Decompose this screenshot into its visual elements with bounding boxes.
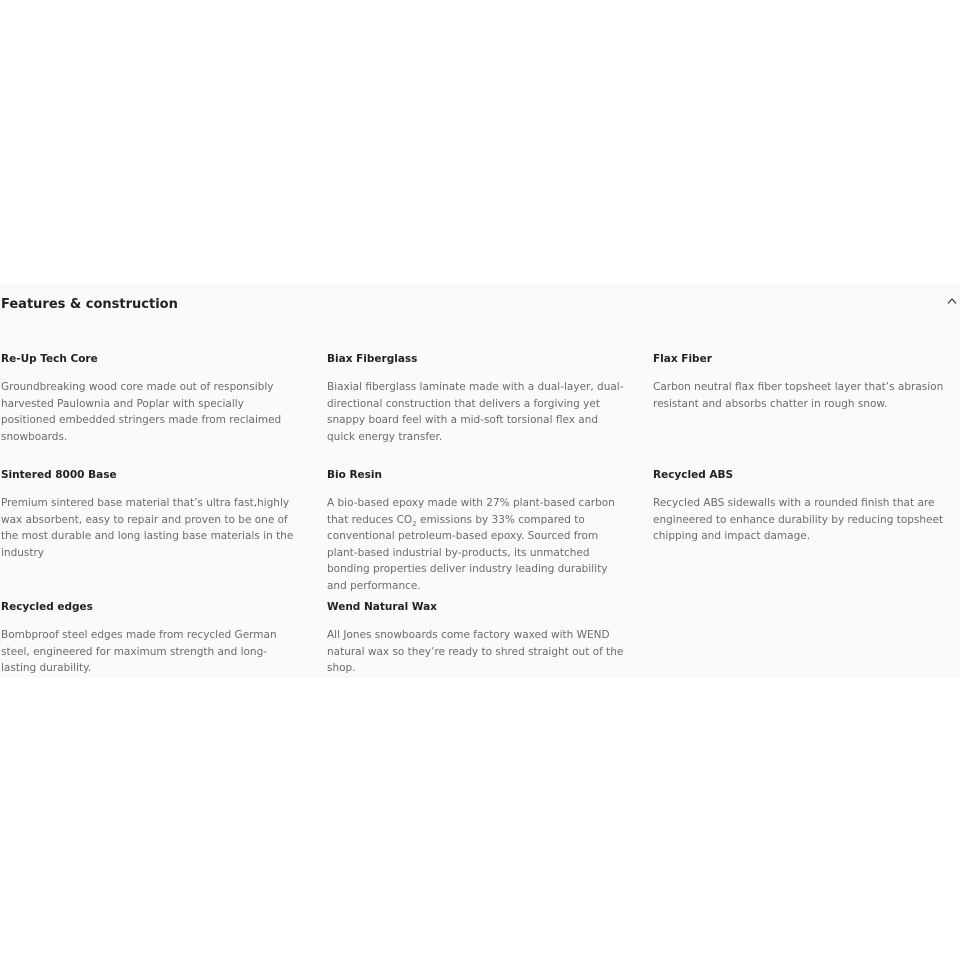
feature-item: [1, 352, 301, 445]
feature-title: Sintered 8000 Base: [1, 469, 117, 481]
feature-description: Biaxial fiberglass laminate made with a dual-layer, dual-directional construction that delivers a forgiving yet snappy board feel with a mid-soft torsional flex and quick energy transfer.: [327, 381, 624, 443]
feature-item: [327, 600, 627, 677]
feature-description: Groundbreaking wood core made out of responsibly harvested Paulownia and Poplar with specially positioned embedded stringers made from reclaimed snowboards.: [1, 381, 282, 443]
feature-title: Recycled ABS: [653, 469, 734, 481]
feature-description: [327, 495, 627, 595]
feature-item: [653, 352, 959, 412]
feature-description: Recycled ABS sidewalls with a rounded finish that are engineered to enhance durability by reducing topsheet chipping and impact damage.: [653, 497, 944, 543]
feature-item: [1, 600, 301, 677]
subscript: 2: [412, 519, 417, 528]
section-title: Features & construction: [1, 297, 178, 312]
feature-description: Premium sintered base material that’s ultra fast,highly wax absorbent, easy to repair and proven to be one of the most durable and long lasting base materials in the industry: [1, 497, 294, 559]
feature-title: Biax Fiberglass: [327, 353, 418, 365]
feature-title: Flax Fiber: [653, 353, 712, 365]
feature-item: [327, 468, 627, 595]
feature-title: Bio Resin: [327, 469, 383, 481]
description-text: emissions by 33% compared to conventional petroleum-based epoxy. Sourced from plant-based industrial by-products, its unmatched bonding properties deliver industry leading durability and performance.: [327, 513, 608, 592]
feature-description: All Jones snowboards come factory waxed with WEND natural wax so they’re ready to shred straight out of the shop.: [327, 629, 624, 675]
description-text: A bio-based epoxy made with 27% plant-based carbon that reduces CO: [327, 497, 615, 526]
accordion-header[interactable]: [0, 284, 960, 320]
feature-item: [327, 352, 627, 445]
feature-item: [1, 468, 301, 561]
feature-title: Re-Up Tech Core: [1, 353, 98, 365]
feature-description: Bombproof steel edges made from recycled German steel, engineered for maximum strength and long-lasting durability.: [1, 629, 277, 675]
feature-title: Wend Natural Wax: [327, 601, 437, 613]
chevron-up-icon[interactable]: [947, 297, 957, 305]
features-accordion: [0, 284, 960, 678]
feature-item: [653, 468, 959, 545]
feature-title: Recycled edges: [1, 601, 93, 613]
feature-description: Carbon neutral flax fiber topsheet layer that’s abrasion resistant and absorbs chatter in rough snow.: [653, 381, 944, 410]
